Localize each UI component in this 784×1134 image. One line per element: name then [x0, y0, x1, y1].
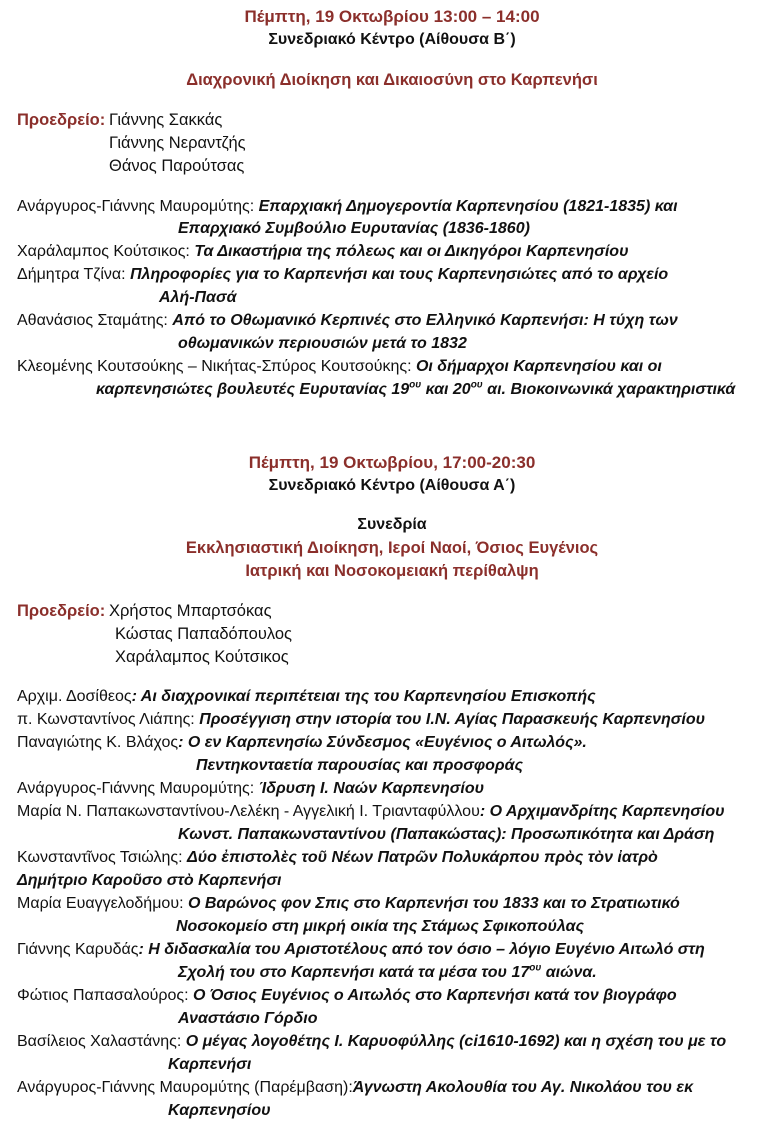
talk-entry — [17, 264, 668, 286]
talk-entry — [17, 709, 705, 731]
talk-speaker: π. Κωνσταντίνος Λιάπης: — [17, 711, 200, 728]
session1-board-member: Γιάννης Νεραντζής — [109, 134, 246, 152]
talk-speaker: Βασίλειος Χαλαστάνης: — [17, 1033, 186, 1050]
session1-date: Πέμπτη, 19 Οκτωβρίου 13:00 – 14:00 — [244, 7, 540, 26]
talk-title-continuation: Σχολή του στο Καρπενήσι κατά τα μέσα του $17^{o\upsilon}$ αιώνα. — [178, 962, 597, 981]
talk-entry — [17, 1077, 693, 1099]
talk-entry — [17, 310, 678, 332]
talk-title: Επαρχιακή Δημογεροντία Καρπενησίου (1821-1835) και — [258, 198, 678, 215]
talk-speaker: Γιάννης Καρυδάς — [17, 941, 139, 958]
talk-title: Πληροφορίες για το Καρπενήσι και τους Καρπενησιώτες από το αρχείο — [130, 266, 669, 283]
talk-speaker: Δήμητρα Τζίνα: — [17, 266, 131, 283]
talk-title-continuation: Δημήτριο Καροῦσο στὸ Καρπενήσι — [17, 872, 282, 889]
talk-title: Προσέγγιση στην ιστορία του Ι.Ν. Αγίας Παρασκευής Καρπενησίου — [199, 711, 706, 728]
talk-title-continuation: Κωνστ. Παπακωνσταντίνου (Παπακώστας): Προσωπικότητα και Δράση — [178, 826, 715, 843]
talk-title: Ο Βαρώνος φον Σπις στο Καρπενήσι του 1833 και το Στρατιωτικό — [187, 895, 680, 912]
session2-label: Συνεδρία — [357, 516, 427, 533]
session1-topic: Διαχρονική Διοίκηση και Δικαιοσύνη στο Καρπενήσι — [186, 71, 598, 89]
talk-entry — [17, 686, 596, 708]
talk-title-continuation: Καρπενησίου — [168, 1102, 271, 1119]
talk-title: : Ο εν Καρπενησίω Σύνδεσμος «Ευγένιος ο Αιτωλός». — [178, 734, 587, 751]
talk-title: : Αι διαχρονικαί περιπέτειαι της του Καρπενησίου Επισκοπής — [131, 688, 596, 705]
talk-entry — [17, 893, 680, 915]
talk-speaker: Αρχιμ. Δοσίθεος — [17, 688, 132, 705]
talk-entry — [17, 241, 629, 263]
talk-entry — [17, 985, 677, 1007]
talk-title-continuation: καρπενησιώτες βουλευτές Ευρυτανίας $19^{o\upsilon}$ και $20^{o\upsilon}$ αι. Βιοκοινωνικά χαρακτηριστικά — [96, 379, 736, 398]
talk-speaker: Χαράλαμπος Κούτσικος: — [17, 243, 195, 260]
talk-title-continuation: Επαρχιακό Συμβούλιο Ευρυτανίας (1836-1860) — [178, 220, 530, 237]
talk-speaker: Φώτιος Παπασαλούρος: — [17, 987, 193, 1004]
talk-title: Τα Δικαστήρια της πόλεως και οι Δικηγόροι Καρπενησίου — [194, 243, 629, 260]
talk-title-continuation: Αναστάσιο Γόρδιο — [178, 1010, 318, 1027]
talk-entry — [17, 801, 725, 823]
talk-entry — [17, 1031, 726, 1053]
talk-title: Ο Όσιος Ευγένιος ο Αιτωλός στο Καρπενήσι κατά τον βιογράφο — [192, 987, 677, 1004]
talk-entry — [17, 196, 678, 218]
talk-title: Άγνωστη Ακολουθία του Αγ. Νικολάου του εκ — [352, 1079, 694, 1096]
talk-entry — [17, 847, 658, 869]
talk-title-continuation: Αλή-Πασά — [159, 289, 237, 306]
talk-entry — [17, 732, 587, 754]
talk-speaker: Παναγιώτης Κ. Βλάχος — [17, 734, 179, 751]
session2-date: Πέμπτη, 19 Οκτωβρίου, 17:00-20:30 — [248, 453, 536, 472]
talk-title: : Η διδασκαλία του Αριστοτέλους από τον όσιο – λόγιο Ευγένιο Αιτωλό στη — [138, 941, 705, 958]
talk-title: : Ο Αρχιμανδρίτης Καρπενησίου — [479, 803, 725, 820]
session2-topic: Εκκλησιαστική Διοίκηση, Ιεροί Ναοί, Όσιος Ευγένιος — [185, 539, 599, 557]
talk-entry — [17, 356, 662, 378]
talk-title: Δύο ἐπιστολὲς τοῦ Νέων Πατρῶν Πολυκάρπου πρὸς τὸν ἰατρὸ — [186, 849, 658, 866]
session2-board-label: Προεδρείο: — [17, 602, 106, 620]
session2-board-member: Χαράλαμπος Κούτσικος — [115, 648, 289, 666]
talk-entry — [17, 778, 484, 800]
session2-board-member: Χρήστος Μπαρτσόκας — [109, 602, 272, 620]
session2-venue: Συνεδριακό Κέντρο (Αίθουσα Α΄) — [268, 477, 516, 494]
session1-board-member: Θάνος Παρούτσας — [109, 157, 245, 175]
talk-title-continuation: Πεντηκονταετία παρουσίας και προσφοράς — [196, 757, 523, 774]
session2-topic: Ιατρική και Νοσοκομειακή περίθαλψη — [245, 562, 539, 580]
talk-title: Οι δήμαρχοι Καρπενησίου και οι — [415, 358, 662, 375]
session1-venue: Συνεδριακό Κέντρο (Αίθουσα Β΄) — [268, 31, 516, 48]
talk-title-continuation: οθωμανικών περιουσιών μετά το 1832 — [178, 335, 467, 352]
talk-speaker: Κλεομένης Κουτσούκης – Νικήτας-Σπύρος Κουτσούκης: — [17, 358, 416, 375]
session1-board-member: Γιάννης Σακκάς — [109, 111, 223, 129]
talk-speaker: Μαρία Ν. Παπακωνσταντίνου-Λελέκη - Αγγελική Ι. Τριανταφύλλου — [17, 803, 480, 820]
session2-board-member: Κώστας Παπαδόπουλος — [115, 625, 292, 643]
talk-speaker: Ανάργυρος-Γιάννης Μαυρομύτης: — [17, 780, 259, 797]
talk-speaker: Ανάργυρος-Γιάννης Μαυρομύτης (Παρέμβαση): — [17, 1079, 353, 1096]
talk-speaker: Ανάργυρος-Γιάννης Μαυρομύτης: — [17, 198, 259, 215]
talk-title: Ίδρυση Ι. Ναών Καρπενησίου — [258, 780, 485, 797]
talk-title-continuation: Νοσοκομείο στη μικρή οικία της Στάμως Σφικοπούλας — [176, 918, 585, 935]
talk-speaker: Κωνσταντῖνος Τσιώλης: — [17, 849, 187, 866]
talk-speaker: Αθανάσιος Σταμάτης: — [17, 312, 173, 329]
session1-board-label: Προεδρείο: — [17, 111, 106, 129]
talk-title-continuation: Καρπενήσι — [168, 1056, 252, 1073]
talk-title: Ο μέγας λογοθέτης Ι. Καρυοφύλλης (ci1610-1692) και η σχέση του με το — [185, 1033, 727, 1050]
talk-entry — [17, 939, 705, 961]
talk-speaker: Μαρία Ευαγγελοδήμου: — [17, 895, 188, 912]
talk-title: Από το Οθωμανικό Κερπινές στο Ελληνικό Καρπενήσι: Η τύχη των — [172, 312, 678, 329]
